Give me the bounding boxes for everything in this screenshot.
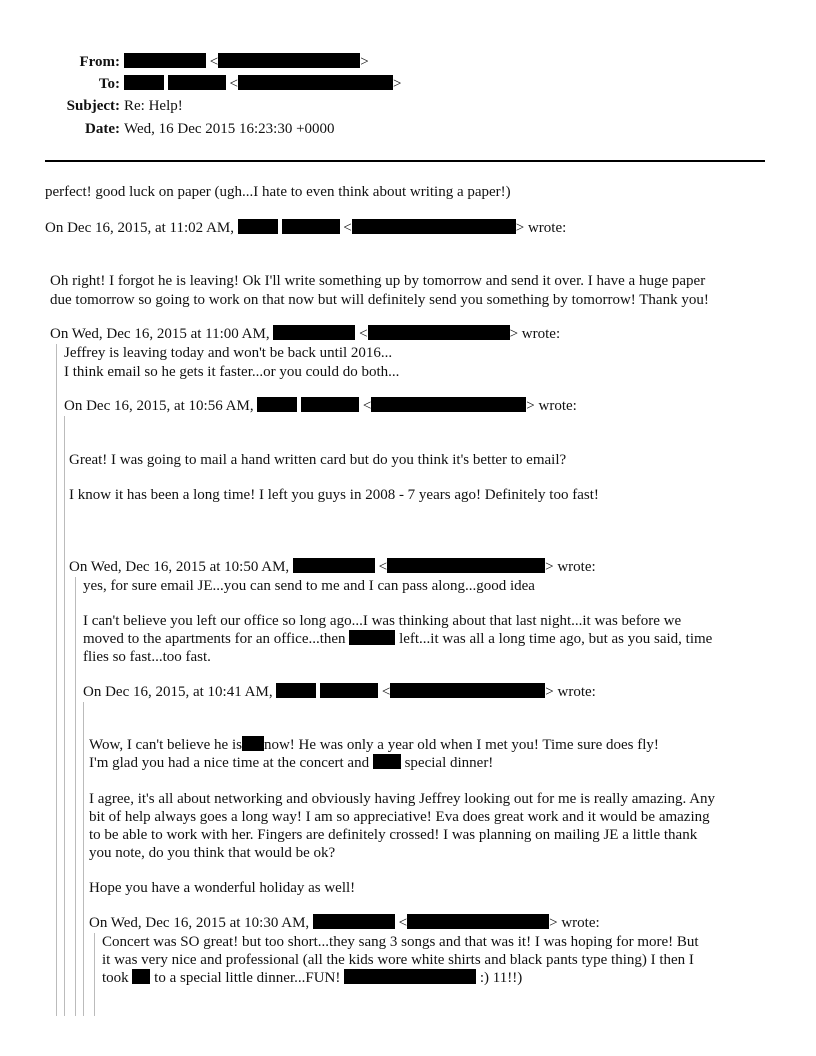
quote-header-text: On Dec 16, 2015, at 10:56 AM,	[64, 398, 254, 414]
to-label: To:	[98, 76, 120, 92]
paragraph-line: I know it has been a long time! I left you guys in 2008 - 7 years ago! Definitely too fast!	[69, 487, 599, 503]
paragraph-line: Jeffrey is leaving today and won't be back until 2016...	[64, 345, 393, 361]
redacted-block	[218, 53, 360, 68]
quote-bar	[83, 702, 84, 1016]
paragraph-line: flies so fast...too fast.	[83, 649, 211, 665]
wrote-text: > wrote:	[549, 915, 600, 931]
quote-bar	[75, 577, 76, 1016]
redacted-block	[242, 736, 264, 751]
paragraph-line: I can't believe you left our office so long ago...I was thinking about that last night...it was before we	[83, 613, 682, 629]
quote-header-text: On Wed, Dec 16, 2015 at 11:00 AM,	[50, 326, 270, 342]
paragraph-line	[102, 969, 522, 988]
redacted-block	[282, 219, 340, 234]
quote-header-text: On Dec 16, 2015, at 10:41 AM,	[83, 684, 273, 700]
wrote-text: > wrote:	[509, 326, 561, 342]
redacted-block	[407, 914, 549, 929]
paragraph-line	[89, 736, 659, 755]
paragraph-text: now! He was only a year old when I met you! Time sure does fly!	[263, 737, 659, 753]
wrote-text: > wrote:	[526, 398, 577, 414]
paragraph-line: due tomorrow so going to work on that now but will definitely send you something by tomorrow! Thank you!	[50, 292, 709, 308]
redacted-block	[273, 325, 355, 340]
subject-label: Subject:	[66, 98, 120, 114]
redacted-block	[301, 397, 359, 412]
redacted-block	[390, 683, 545, 698]
redacted-block	[344, 969, 476, 984]
redacted-block	[257, 397, 297, 412]
wrote-text: > wrote:	[545, 684, 596, 700]
paragraph-line: I think email so he gets it faster...or you could do both...	[64, 364, 400, 380]
date-label: Date:	[85, 121, 120, 137]
paragraph-text: I'm glad you had a nice time at the concert and	[89, 755, 370, 771]
redacted-block	[124, 53, 206, 68]
quote-header-text: On Wed, Dec 16, 2015 at 10:50 AM,	[69, 559, 290, 575]
redacted-block	[349, 630, 395, 645]
redacted-block	[132, 969, 150, 984]
redacted-block	[293, 558, 375, 573]
redacted-block	[373, 754, 401, 769]
paragraph-line: you note, do you think that would be ok?	[89, 845, 336, 861]
redacted-block	[276, 683, 316, 698]
redacted-block	[313, 914, 395, 929]
paragraph-line: Oh right! I forgot he is leaving! Ok I'll write something up by tomorrow and send it over. I have a huge paper	[50, 273, 706, 289]
redacted-block	[368, 325, 510, 340]
quote-header: On Dec 16, 2015, at 10:41 AM, < > wrote:	[83, 684, 596, 700]
paragraph-line	[89, 754, 493, 773]
paragraph-text: took	[102, 970, 129, 986]
redacted-block	[238, 219, 278, 234]
redacted-block	[320, 683, 378, 698]
paragraph-line	[83, 630, 712, 649]
paragraph-line: Great! I was going to mail a hand written card but do you think it's better to email?	[69, 452, 567, 468]
quote-header: On Wed, Dec 16, 2015 at 10:30 AM, < > wrote:	[89, 915, 600, 931]
quote-bar	[56, 344, 57, 1016]
quote-header-text: On Dec 16, 2015, at 11:02 AM,	[45, 220, 235, 236]
quote-header-text: On Wed, Dec 16, 2015 at 10:30 AM,	[89, 915, 310, 931]
paragraph-line: Concert was SO great! but too short...they sang 3 songs and that was it! I was hoping for more! But	[102, 934, 699, 950]
subject-value: Re: Help!	[124, 98, 183, 114]
paragraph-line: I agree, it's all about networking and obviously having Jeffrey looking out for me is really amazing. Any	[89, 791, 716, 807]
paragraph-line: it was very nice and professional (all the kids wore white shirts and black pants type thing) I then I	[102, 952, 694, 968]
header-divider	[45, 160, 765, 162]
paragraph-line: bit of help always goes a long way! I am so appreciative! Eva does great work and it would be amazing	[89, 809, 710, 825]
quote-header: On Wed, Dec 16, 2015 at 11:00 AM, < > wrote:	[50, 326, 561, 342]
paragraph-text: to a special little dinner...FUN!	[154, 970, 341, 986]
paragraph-text: left...it was all a long time ago, but as you said, time	[399, 631, 713, 647]
wrote-text: > wrote:	[515, 220, 567, 236]
redacted-block	[124, 75, 164, 90]
paragraph-text: moved to the apartments for an office...then	[83, 631, 346, 647]
quote-bar	[94, 933, 95, 1016]
paragraph-line: Hope you have a wonderful holiday as well!	[89, 880, 356, 896]
reply-line: perfect! good luck on paper (ugh...I hate to even think about writing a paper!)	[45, 184, 511, 200]
wrote-text: > wrote:	[545, 559, 596, 575]
paragraph-text: :) 11!!)	[479, 970, 523, 986]
from-value: < >	[124, 53, 369, 72]
paragraph-text: Wow, I can't believe he is	[89, 737, 242, 753]
redacted-block	[371, 397, 526, 412]
quote-header: On Wed, Dec 16, 2015 at 10:50 AM, < > wrote:	[69, 559, 596, 575]
to-value: < >	[124, 75, 401, 94]
paragraph-text: special dinner!	[404, 755, 494, 771]
redacted-block	[387, 558, 545, 573]
date-value: Wed, 16 Dec 2015 16:23:30 +0000	[124, 121, 335, 137]
quote-bar	[64, 416, 65, 1016]
redacted-block	[352, 219, 516, 234]
quote-header: On Dec 16, 2015, at 11:02 AM, < > wrote:	[45, 220, 567, 236]
from-label: From:	[79, 54, 120, 70]
quote-header: On Dec 16, 2015, at 10:56 AM, < > wrote:	[64, 398, 577, 414]
redacted-block	[168, 75, 226, 90]
paragraph-line: yes, for sure email JE...you can send to me and I can pass along...good idea	[83, 578, 535, 594]
paragraph-line: to be able to work with her. Fingers are definitely crossed! I was planning on mailing JE a little thank	[89, 827, 698, 843]
redacted-block	[238, 75, 393, 90]
